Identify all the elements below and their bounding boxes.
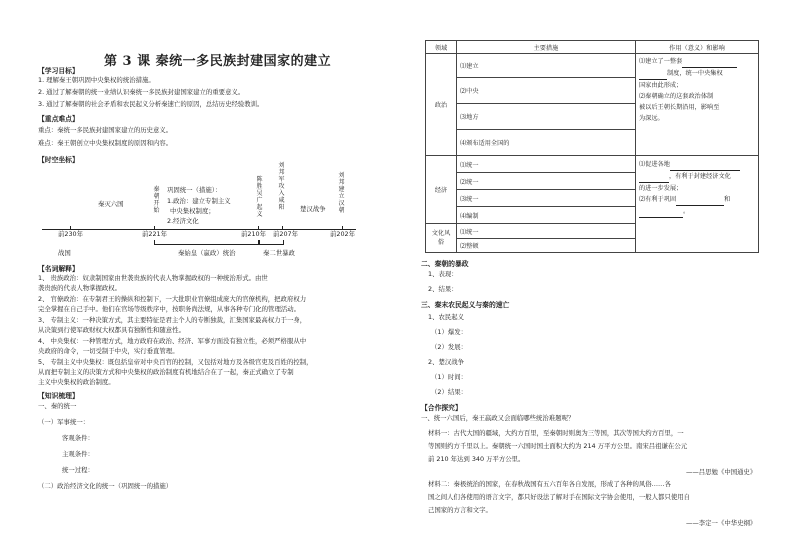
subjective-condition: 主观条件：	[62, 450, 94, 458]
terms-header: 【名词解释】	[38, 265, 79, 273]
page-title: 第 3 课 秦统一多民族封建国家的建立	[104, 54, 332, 69]
effect-line: ，有利于封建经济文化	[669, 173, 731, 180]
blank-line	[639, 68, 667, 80]
effect-line: 被以后王朝长期沿用，影响至	[639, 104, 720, 111]
goal-item: 1. 理解秦王朝巩固中央集权的统治措施。	[38, 76, 155, 84]
timeline-brace	[154, 240, 260, 245]
timeline-consolidate-1b: 中央集权制度；	[170, 207, 215, 215]
timeline-period-shihuang: 秦始皇（嬴政）统治	[178, 249, 236, 257]
material-line: 等国则约方千里以上。秦朝统一六国时国土面积大约为 214 万平方公里。南宋吕祖谦在公元	[428, 442, 688, 450]
table-cell: ⑵中央	[457, 78, 636, 104]
timeline-year: 前202年	[330, 230, 355, 238]
section-consolidation: （二）政治经济文化的统一（巩固统一的措施）	[38, 482, 173, 490]
section-military: （一）军事统一：	[38, 418, 90, 426]
effect-line: 为深远。	[639, 115, 664, 122]
tyranny-result: 2、结果：	[428, 285, 458, 293]
uprising-outbreak: （1）爆发：	[431, 328, 468, 336]
peasant-uprising: 1、农民起义	[428, 313, 465, 321]
coop-question: 一、统一六国后，秦王嬴政又会面临哪些统治难题呢？	[421, 414, 575, 422]
term-line: 主义中央集权的政治制度。	[38, 378, 115, 386]
term-line: 1、 贵族政治：奴隶制国家由世袭贵族的代表人物掌握政权的一种统治形式。由世	[38, 274, 268, 282]
timeline-header: 【时空坐标】	[38, 156, 79, 164]
table-field-economy: 经济	[426, 156, 457, 224]
timeline-period-ershi: 秦二世暴政	[263, 249, 295, 257]
section-unification: 一、秦的统一	[38, 402, 77, 410]
table-cell: ⑴建立	[457, 54, 636, 78]
goal-item: 2. 通过了解秦朝的统一业绩认识秦统一多民族封建国家建立的重要意义。	[38, 88, 245, 96]
blank-line	[670, 159, 740, 171]
blank-line	[639, 171, 669, 183]
timeline-label-chen-sheng: 陈胜吴广起义	[256, 176, 263, 218]
term-line: 袭贵族的代表人物掌握政权。	[38, 284, 122, 292]
term-line: 2、 官僚政治：在专制君王的操纵和控制下，一大批职业官僚组成庞大的官僚机构，把政府权力	[38, 295, 307, 303]
material-source: ——吕思勉《中国通史》	[686, 468, 757, 476]
effect-line: ⑵秦朝确立的这套政治体制	[639, 93, 714, 100]
timeline-consolidate-1: 1.政治：建立专制主义	[167, 197, 231, 205]
timeline-axis	[42, 229, 356, 230]
table-field-politics: 政治	[426, 54, 457, 156]
war-time: （1）时间：	[431, 373, 468, 381]
blank-line	[676, 194, 724, 206]
timeline-label-chu-han: 楚汉战争	[300, 205, 326, 213]
timeline-period-warring: 战国	[58, 249, 71, 257]
table-cell: ⑵统一	[457, 173, 636, 190]
uprising-development: （2）发展：	[431, 343, 468, 351]
table-cell: ⑵整顿	[457, 239, 636, 253]
timeline-label-qin-start: 秦朝开始	[153, 186, 160, 214]
table-header-measures: 主要措施	[457, 41, 636, 54]
table-header-effect: 作用（意义）和影响	[636, 41, 759, 54]
material-line: 材料二：秦极统治的国家，在春秋战国有五六百年各自发展，形成了各种的风俗……各	[428, 480, 671, 488]
term-line: 5、 专制主义中央集权：既包括皇帝对中央百官的控制，又包括对地方及各级官吏及百姓的控制，	[38, 358, 313, 366]
unification-process: 统一过程：	[62, 466, 94, 474]
goals-header: 【学习目标】	[38, 67, 79, 75]
effect-line: 和	[724, 196, 731, 203]
goal-item: 3. 通过了解秦朝的社会矛盾和农民起义分析秦速亡的原因，总结历史经验教训。	[38, 100, 264, 108]
timeline-year: 前221年	[142, 230, 167, 238]
table-cell: ⑷颁布适用全国的	[457, 130, 636, 156]
effect-line: ⑴建立了一整套	[639, 58, 683, 65]
timeline-consolidate-title: 巩固统一（措施）：	[167, 186, 222, 194]
chu-han-war: 2、楚汉战争	[428, 358, 465, 366]
timeline-label-qin-conquers: 秦灭六国	[98, 200, 124, 208]
table-effect-politics	[636, 54, 759, 156]
objective-condition: 客观条件：	[62, 434, 94, 442]
material-line: 国之间人们各使用的语言文字，都只好设法了解对手在国际文字协会使用，一般人都只使用自	[428, 493, 691, 501]
timeline-year: 前210年	[241, 230, 266, 238]
coop-header: 【合作探究】	[421, 404, 462, 412]
table-cell: ⑶地方	[457, 104, 636, 130]
section-uprising: 三、秦末农民起义与秦的速亡	[421, 301, 510, 309]
table-cell: ⑴统一	[457, 156, 636, 173]
timeline-consolidate-2: 2.经济文化	[167, 217, 199, 225]
tyranny-manifestation: 1、表现：	[428, 270, 458, 278]
timeline-label-han-founded: 刘邦建立汉朝	[338, 172, 345, 214]
blank-line	[682, 56, 737, 68]
table-cell: ⑶统一	[457, 190, 636, 207]
key-point: 重点：秦统一多民族封建国家建立的历史意义。	[38, 126, 173, 134]
material-source: ——李定一《中华史纲》	[686, 519, 757, 527]
term-line: 从决策到行使军政财权大权都具有独断性和随意性。	[38, 326, 185, 334]
term-line: 从而把专制主义的决策方式和中央集权的政治制度有机地结合在了一起，秦正式确立了专制	[38, 368, 294, 376]
table-cell: ⑴统一	[457, 224, 636, 239]
keypoints-header: 【重点难点】	[38, 115, 79, 123]
effect-line: ⑴促进各地	[639, 161, 670, 168]
timeline-year: 前230年	[58, 230, 83, 238]
timeline-label-liu-bang: 刘邦军攻入咸阳	[278, 162, 285, 211]
effect-line: 国家由此形成；	[639, 82, 683, 89]
difficult-point: 难点：秦王朝创立中央集权制度的原因和内容。	[38, 139, 173, 147]
table-header-field: 领域	[426, 41, 457, 54]
term-line: 完全掌握在自己手中。他们在官场等级秩序中，按职务尚法规，从事各种专门化的管理活动。	[38, 305, 301, 313]
effect-line: ⑵有利于巩固	[639, 196, 677, 203]
measures-table	[425, 40, 759, 253]
table-field-culture: 文化风俗	[426, 224, 457, 253]
table-cell: ⑷编制	[457, 207, 636, 224]
material-line: 前 210 年达到 340 万平方公里。	[428, 455, 525, 463]
term-line: 央政府的命令，一切受制于中央，实行垂直管理。	[38, 347, 179, 355]
material-line: 己国家的方言和文字。	[428, 506, 492, 514]
term-line: 4、 中央集权：一种管理方式，地方政府在政治、经济、军事方面没有独立性，必须严格服从中	[38, 337, 307, 345]
material-line: 材料一：古代大国的疆域，大约方百里，至秦朝时则奥为三等国，其次等国大约方百里，一	[428, 429, 684, 437]
effect-line: 制度，统一中央集权	[667, 70, 723, 77]
timeline-year: 前207年	[273, 230, 298, 238]
war-result: （2）结果：	[431, 388, 468, 396]
table-effect-economy: ⑴促进各地 ，有利于封建经济文化 的进一步发展； ⑵有利于巩固 和 。	[636, 156, 759, 253]
term-line: 3、 专制主义：一种决策方式，其主要特征是君主个人的专断独裁，汇集国家最高权力于一身，	[38, 316, 307, 324]
blank-line	[639, 206, 683, 218]
knowledge-header: 【知识梳理】	[38, 392, 79, 400]
section-tyranny: 二、秦朝的暴政	[421, 260, 469, 268]
timeline-brace	[258, 240, 284, 245]
effect-line: 的进一步发展；	[639, 185, 683, 192]
